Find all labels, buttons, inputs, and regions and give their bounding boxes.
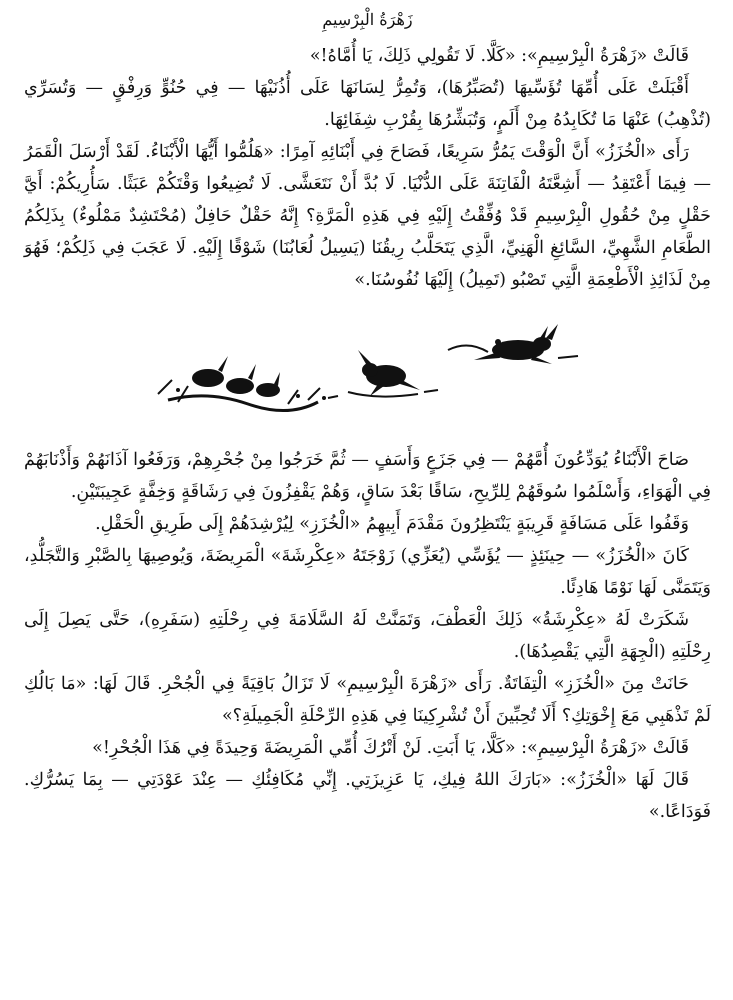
paragraph-2: أَقْبَلَتْ عَلَى أُمِّهَا تُؤَسِّيهَا (تُصَبِّرُهَا)، وَتُمِرُّ لِسَانَهَا عَلَى أُذُنَيْهَا — فِي حُنُوٍّ وَرِفْقٍ — وَتُسَرِّي (تُذْهِبُ) عَنْهَا مَا تُكَابِدُهُ مِنْ أَلَمٍ، وَتُبَشِّرُهَا بِقُرْبِ شِفَائِهَا. [24,78,711,130]
running-header: زَهْرَةُ الْبِرْسِيمِ [322,10,413,29]
rabbit-running-icon [348,350,420,397]
paragraph-4: صَاحَ الْأَبْنَاءُ يُوَدِّعُونَ أُمَّهُمْ — فِي جَزَعٍ وَأَسَفٍ — ثُمَّ خَرَجُوا مِنْ جُحْرِهِمْ، وَرَفَعُوا آذَانَهُمْ وَأَذْنَابَهُمْ فِي الْهَوَاءِ، وَأَسْلَمُوا سُوقَهُمْ لِلرِّيحِ، سَاقًا بَعْدَ سَاقٍ، وَهُمْ يَقْفِزُونَ فِي رَشَاقَةٍ وَخِفَّةٍ عَجِيبَتَيْنِ. [24,450,711,502]
paragraph-7: شَكَرَتْ لَهُ «عِكْرِشَةُ» ذَلِكَ الْعَطْفَ، وَتَمَنَّتْ لَهُ السَّلَامَةَ فِي رِحْلَتِهِ (سَفَرِهِ)، حَتَّى يَصِلَ إِلَى رِحْلَتِهِ (الْجِهَةِ الَّتِي يَقْصِدُهَا). [24,610,711,662]
paragraph-8: حَانَتْ مِنَ «الْخُزَزِ» الْتِفَاتَةٌ. رَأَى «زَهْرَةَ الْبِرْسِيمِ» لَا تَزَالُ بَاقِيَةً فِي الْجُحْرِ. قَالَ لَهَا: «مَا بَالُكِ لَمْ تَذْهَبِي مَعَ إِخْوَتِكِ؟ أَلَا تُحِبِّينَ أَنْ تُشْرِكِينَا فِي هَذِهِ الرِّحْلَةِ الْجَمِيلَةِ؟» [24,674,711,726]
rabbit-leaping-icon [448,324,558,364]
paragraph-3: رَأَى «الْخُزَزُ» أَنَّ الْوَقْتَ يَمُرُّ سَرِيعًا، فَصَاحَ فِي أَبْنَائِهِ آمِرًا: «هَلُمُّوا أَيُّهَا الْأَبْنَاءُ. لَقَدْ أَرْسَلَ الْقَمَرُ — فِيمَا أَعْتَقِدُ — أَشِعَّتَهُ الْفَاتِنَةَ عَلَى الدُّنْيَا. لَا بُدَّ أَنْ نَتَعَشَّى. لَا تُضِيعُوا وَقْتَكُمْ عَبَثًا. سَأُرِيكُمْ: أَيَّ حَقْلٍ مِنْ حُقُولِ الْبِرْسِيمِ قَدْ وُفِّقْتُ إِلَيْهِ فِي هَذِهِ الْمَرَّةِ؟ إِنَّهُ حَقْلٌ حَافِلٌ (مُحْتَشِدٌ مَمْلُوءٌ) بِذَلِكُمُ الطَّعَامِ الشَّهِيِّ، السَّائِغِ الْهَنِيِّ، الَّذِي يَتَحَلَّبُ رِيقُنَا (يَسِيلُ لُعَابُنَا) شَوْقًا إِلَيْهِ. لَا عَجَبَ فِي ذَلِكُمْ؛ فَهُوَ مِنْ لَذَائِذِ الْأَطْعِمَةِ الَّتِي تَصْبُو (تَمِيلُ) إِلَيْهَا نُفُوسُنَا.» [24,142,711,290]
paragraph-6: كَانَ «الْخُزَزُ» — حِينَئِذٍ — يُؤَسِّي (يُعَزِّي) زَوْجَتَهُ «عِكْرِشَةَ» الْمَرِيضَةَ، وَيُوصِيهَا بِالصَّبْرِ وَالتَّجَلُّدِ، وَيَتَمَنَّى لَهَا نَوْمًا هَادِئًا. [24,546,711,598]
paragraph-10: قَالَ لَهَا «الْخُزَزُ»: «بَارَكَ اللهُ فِيكِ، يَا عَزِيزَتِي. إِنِّي مُكَافِئُكِ — عِنْدَ عَوْدَتِي — بِمَا يَسُرُّكِ. فَوَدَاعًا.» [24,770,711,822]
paragraph-5: وَقَفُوا عَلَى مَسَافَةٍ قَرِيبَةٍ يَنْتَظِرُونَ مَقْدَمَ أَبِيهِمُ «الْخُزَزِ» لِيُرْشِدَهُمْ إِلَى طَرِيقِ الْحَقْلِ. [95,514,689,534]
paragraph-9: قَالَتْ «زَهْرَةُ الْبِرْسِيمِ»: «كَلَّا، يَا أَبَتِ. لَنْ أَتْرُكَ أُمِّي الْمَرِيضَةَ وَحِيدَةً فِي هَذَا الْجُحْرِ!» [92,738,689,758]
paragraph-1: قَالَتْ «زَهْرَةُ الْبِرْسِيمِ»: «كَلَّا. لَا تَقُولِي ذَلِكَ، يَا أُمَّاهُ!» [309,46,689,66]
rabbits-running-illustration [24,310,711,430]
rabbit-group-icon [158,356,326,411]
